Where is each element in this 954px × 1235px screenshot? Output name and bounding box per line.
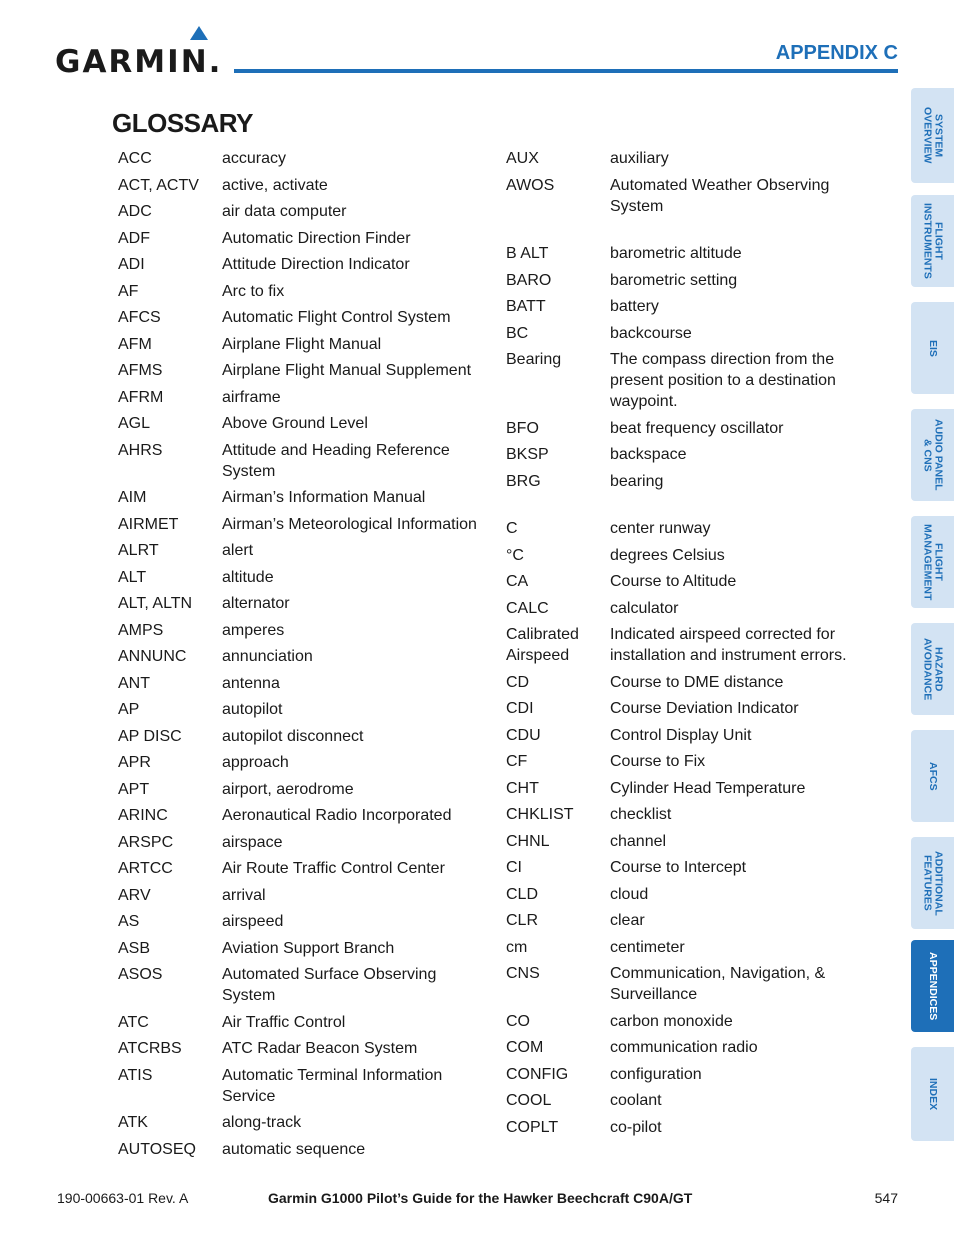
glossary-term: BC	[506, 324, 529, 342]
tab-flight-management[interactable]	[911, 516, 954, 608]
glossary-term: APT	[118, 780, 150, 798]
glossary-definition: coolant	[610, 1092, 662, 1109]
tab-audio-panel-cns[interactable]	[911, 409, 954, 501]
glossary-definition: barometric altitude	[610, 245, 742, 262]
glossary-entry	[118, 254, 498, 275]
doc-number: 190-00663-01 Rev. A	[57, 1190, 189, 1206]
glossary-term: cm	[506, 938, 528, 956]
glossary-definition: Cylinder Head Temperature	[610, 779, 806, 797]
glossary-term: CLR	[506, 912, 539, 929]
glossary-entry	[506, 243, 886, 264]
glossary-definition: airspace	[222, 833, 283, 851]
glossary-term: CONFIG	[506, 1065, 569, 1083]
glossary-entry	[118, 201, 498, 222]
glossary-definition: configuration	[610, 1065, 702, 1083]
glossary-term: BARO	[506, 271, 552, 289]
glossary-term: Bearing	[506, 351, 562, 368]
glossary-left-column	[118, 148, 498, 1165]
guide-title: Garmin G1000 Pilot’s Guide for the Hawker Beechcraft C90A/GT	[268, 1190, 693, 1206]
glossary-entry	[118, 779, 498, 800]
glossary-entry	[506, 1090, 886, 1111]
garmin-logo	[55, 26, 223, 80]
glossary-entry	[506, 545, 886, 566]
glossary-term: CDU	[506, 726, 541, 744]
glossary-definition: bearing	[610, 472, 664, 490]
glossary-definition: Automatic Flight Control System	[222, 309, 451, 326]
tab-label: FLIGHT INSTRUMENTS	[921, 203, 945, 279]
glossary-term: AUX	[506, 150, 539, 167]
glossary-term: ALT	[118, 568, 147, 586]
glossary-definition: cloud	[610, 885, 649, 903]
glossary-definition: backspace	[610, 446, 687, 463]
glossary-definition: clear	[610, 912, 645, 929]
glossary-term: ANNUNC	[118, 648, 187, 665]
glossary-entry	[118, 281, 498, 302]
glossary-term: AUTOSEQ	[118, 1140, 196, 1158]
glossary-entry	[506, 778, 886, 799]
glossary-entry	[506, 1011, 886, 1032]
glossary-entry	[506, 624, 886, 666]
glossary-term: ASOS	[118, 966, 163, 983]
glossary-term: APR	[118, 754, 151, 771]
glossary-definition: airframe	[222, 388, 281, 406]
glossary-term: CO	[506, 1012, 530, 1030]
glossary-definition: beat frequency oscillator	[610, 419, 784, 437]
glossary-entry	[506, 323, 886, 344]
glossary-term: AFCS	[118, 309, 161, 326]
tab-label: SYSTEM OVERVIEW	[921, 107, 945, 164]
glossary-term: CALC	[506, 599, 549, 617]
glossary-term: AP DISC	[118, 727, 182, 745]
glossary-definition: battery	[610, 298, 659, 315]
glossary-term: CI	[506, 859, 522, 876]
glossary-term: BKSP	[506, 446, 549, 463]
glossary-definition: Control Display Unit	[610, 726, 752, 744]
glossary-term: AS	[118, 913, 140, 930]
glossary-entry	[506, 698, 886, 719]
glossary-definition: degrees Celsius	[610, 546, 725, 564]
glossary-definition: centimeter	[610, 938, 685, 956]
glossary-entry	[118, 673, 498, 694]
glossary-entry	[506, 444, 886, 465]
glossary-definition: carbon monoxide	[610, 1012, 733, 1030]
glossary-entry	[506, 751, 886, 772]
glossary-entry	[118, 699, 498, 720]
glossary-term: ADC	[118, 203, 152, 220]
glossary-definition: autopilot disconnect	[222, 727, 364, 745]
glossary-definition: along-track	[222, 1114, 302, 1131]
glossary-definition: Automated Weather Observing System	[610, 176, 830, 215]
glossary-entry	[506, 270, 886, 291]
glossary-term: CD	[506, 673, 530, 691]
glossary-entry	[118, 858, 498, 879]
glossary-entry	[118, 413, 498, 434]
glossary-definition: Automatic Terminal Information Service	[222, 1066, 443, 1105]
glossary-term: ARINC	[118, 807, 168, 824]
logo-text: GARMIN.	[55, 44, 223, 80]
glossary-term: AF	[118, 282, 139, 300]
glossary-term: AFM	[118, 335, 152, 353]
glossary-entry	[506, 471, 886, 492]
glossary-definition: Airman’s Information Manual	[222, 489, 426, 506]
glossary-entry	[506, 349, 886, 412]
glossary-entry	[118, 487, 498, 508]
tab-afcs[interactable]	[911, 730, 954, 822]
glossary-definition: approach	[222, 754, 289, 771]
glossary-definition: backcourse	[610, 324, 692, 342]
glossary-term: COOL	[506, 1092, 552, 1109]
glossary-definition: arrival	[222, 886, 266, 904]
glossary-term: ATK	[118, 1114, 148, 1131]
glossary-definition: Aeronautical Radio Incorporated	[222, 807, 452, 824]
glossary-term: BFO	[506, 419, 539, 437]
glossary-term: ARV	[118, 886, 151, 904]
glossary-term: BRG	[506, 472, 541, 490]
tab-label: INDEX	[927, 1077, 939, 1111]
glossary-definition: Air Route Traffic Control Center	[222, 860, 445, 877]
glossary-entry	[506, 571, 886, 592]
glossary-term: C	[506, 520, 518, 537]
glossary-term: ADI	[118, 256, 145, 273]
glossary-term: BATT	[506, 298, 546, 315]
glossary-term: ACT, ACTV	[118, 176, 199, 194]
tab-label: AUDIO PANEL & CNS	[921, 419, 945, 491]
glossary-entry	[118, 175, 498, 196]
glossary-entry	[506, 884, 886, 905]
glossary-definition: Indicated airspeed corrected for installation and instrument errors.	[610, 626, 847, 664]
glossary-term: COPLT	[506, 1118, 559, 1136]
glossary-entry	[506, 1064, 886, 1085]
tab-hazard-avoidance[interactable]	[911, 623, 954, 715]
glossary-term: CA	[506, 573, 529, 590]
glossary-definition: communication radio	[610, 1039, 758, 1056]
glossary-term: CHNL	[506, 832, 550, 850]
tab-label: APPENDICES	[927, 951, 939, 1021]
glossary-definition: Course Deviation Indicator	[610, 700, 799, 717]
glossary-definition: Automatic Direction Finder	[222, 229, 411, 247]
glossary-definition: co-pilot	[610, 1118, 662, 1136]
glossary-term: AIRMET	[118, 515, 179, 533]
glossary-term: AMPS	[118, 621, 164, 639]
glossary-term: ANT	[118, 674, 150, 692]
glossary-entry	[506, 175, 886, 217]
glossary-term: ADF	[118, 229, 150, 247]
glossary-definition: ATC Radar Beacon System	[222, 1040, 418, 1057]
glossary-entry	[118, 911, 498, 932]
glossary-entry	[506, 1037, 886, 1058]
page-number: 547	[874, 1190, 898, 1206]
glossary-entry	[506, 1117, 886, 1138]
glossary-term: Calibrated Airspeed	[506, 626, 579, 664]
glossary-term: AGL	[118, 415, 151, 432]
glossary-definition: Airman’s Meteorological Information	[222, 515, 477, 533]
glossary-entry	[118, 567, 498, 588]
glossary-term: COM	[506, 1039, 544, 1056]
glossary-definition: Air Traffic Control	[222, 1013, 346, 1031]
glossary-term: ARTCC	[118, 860, 173, 877]
glossary-term: AIM	[118, 489, 147, 506]
glossary-entry	[118, 334, 498, 355]
glossary-entry	[506, 910, 886, 931]
glossary-definition: Arc to fix	[222, 282, 285, 300]
glossary-term: CLD	[506, 885, 539, 903]
glossary-definition: auxiliary	[610, 150, 669, 167]
glossary-definition: Attitude and Heading Reference System	[222, 441, 450, 480]
glossary-entry	[118, 646, 498, 667]
glossary-entry	[118, 1065, 498, 1107]
glossary-entry	[118, 832, 498, 853]
glossary-entry	[506, 725, 886, 746]
glossary-definition: automatic sequence	[222, 1140, 366, 1158]
glossary-definition: altitude	[222, 568, 274, 586]
glossary-term: CNS	[506, 965, 540, 982]
glossary-term: °C	[506, 546, 524, 564]
glossary-entry	[506, 296, 886, 317]
tab-label: AFCS	[927, 761, 939, 791]
glossary-term: AP	[118, 701, 140, 718]
logo-triangle-icon	[190, 26, 208, 40]
glossary-definition: Above Ground Level	[222, 415, 368, 432]
glossary-definition: Attitude Direction Indicator	[222, 256, 410, 273]
glossary-entry	[118, 805, 498, 826]
glossary-entry	[118, 540, 498, 561]
glossary-definition: alternator	[222, 595, 290, 612]
glossary-definition: airspeed	[222, 913, 284, 930]
glossary-term: B ALT	[506, 245, 549, 262]
glossary-term: AFMS	[118, 362, 163, 379]
glossary-entry	[118, 440, 498, 482]
glossary-entry	[118, 148, 498, 169]
glossary-definition: calculator	[610, 599, 679, 617]
glossary-term: ARSPC	[118, 833, 174, 851]
glossary-entry	[118, 620, 498, 641]
tab-eis[interactable]	[911, 302, 954, 394]
tab-label: ADDITIONAL FEATURES	[921, 850, 945, 916]
glossary-term: CHT	[506, 779, 539, 797]
tab-appendices[interactable]	[911, 940, 954, 1032]
glossary-term: ASB	[118, 939, 151, 957]
glossary-definition: annunciation	[222, 648, 313, 665]
section-label: APPENDIX C	[775, 42, 898, 64]
tab-label: EIS	[927, 339, 939, 357]
glossary-term: ALT, ALTN	[118, 595, 193, 612]
glossary-definition: Airplane Flight Manual	[222, 335, 382, 353]
glossary-term: CDI	[506, 700, 534, 717]
glossary-definition: checklist	[610, 806, 672, 823]
glossary-entry	[118, 228, 498, 249]
glossary-definition: Course to Fix	[610, 753, 706, 770]
glossary-entry	[506, 937, 886, 958]
glossary-entry	[118, 387, 498, 408]
glossary-term: ATCRBS	[118, 1040, 182, 1057]
tab-index[interactable]	[911, 1047, 954, 1141]
glossary-definition: Communication, Navigation, & Surveillance	[610, 965, 826, 1003]
glossary-entry	[506, 518, 886, 539]
tab-additional-features[interactable]	[911, 837, 954, 929]
glossary-entry	[118, 514, 498, 535]
glossary-term: AFRM	[118, 388, 164, 406]
glossary-entry	[118, 752, 498, 773]
glossary-entry	[118, 885, 498, 906]
glossary-entry	[118, 1112, 498, 1133]
glossary-term: CHKLIST	[506, 806, 574, 823]
glossary-definition: Course to DME distance	[610, 673, 784, 691]
glossary-definition: Course to Intercept	[610, 859, 747, 876]
glossary-term: ACC	[118, 150, 152, 167]
glossary-entry	[118, 1139, 498, 1160]
glossary-entry	[506, 672, 886, 693]
glossary-definition: antenna	[222, 674, 280, 692]
glossary-entry	[118, 307, 498, 328]
glossary-definition: autopilot	[222, 701, 283, 718]
glossary-term: ALRT	[118, 542, 159, 559]
glossary-entry	[118, 726, 498, 747]
tab-label: HAZARD AVOIDANCE	[921, 637, 945, 701]
glossary-definition: Automated Surface Observing System	[222, 966, 437, 1004]
glossary-definition: air data computer	[222, 203, 347, 220]
glossary-right-column	[506, 148, 886, 1143]
glossary-definition: channel	[610, 832, 667, 850]
page-title: GLOSSARY	[112, 108, 253, 138]
glossary-entry	[506, 963, 886, 1005]
glossary-definition: Aviation Support Branch	[222, 939, 395, 957]
glossary-term: AHRS	[118, 441, 163, 459]
glossary-entry	[506, 148, 886, 169]
glossary-definition: amperes	[222, 621, 285, 639]
glossary-entry	[506, 804, 886, 825]
glossary-definition: accuracy	[222, 150, 287, 167]
glossary-entry	[506, 598, 886, 619]
glossary-definition: Course to Altitude	[610, 573, 737, 590]
glossary-definition: barometric setting	[610, 271, 738, 289]
glossary-definition: The compass direction from the present position to a destination waypoint.	[610, 351, 836, 410]
header-rule	[234, 69, 898, 73]
glossary-entry	[118, 1038, 498, 1059]
glossary-definition: active, activate	[222, 176, 328, 194]
glossary-entry	[506, 418, 886, 439]
tab-system-overview[interactable]	[911, 88, 954, 183]
tab-flight-instruments[interactable]	[911, 195, 954, 287]
glossary-definition: center runway	[610, 520, 711, 537]
glossary-entry	[506, 857, 886, 878]
glossary-entry	[506, 831, 886, 852]
tab-label: FLIGHT MANAGEMENT	[921, 523, 945, 601]
glossary-definition: airport, aerodrome	[222, 780, 354, 798]
glossary-entry	[118, 360, 498, 381]
glossary-term: ATIS	[118, 1066, 153, 1084]
glossary-term: ATC	[118, 1013, 149, 1031]
glossary-term: CF	[506, 753, 528, 770]
glossary-term: AWOS	[506, 176, 555, 194]
glossary-definition: Airplane Flight Manual Supplement	[222, 362, 472, 379]
glossary-entry	[118, 1012, 498, 1033]
glossary-entry	[118, 938, 498, 959]
glossary-definition: alert	[222, 542, 254, 559]
glossary-entry	[118, 964, 498, 1006]
glossary-entry	[118, 593, 498, 614]
